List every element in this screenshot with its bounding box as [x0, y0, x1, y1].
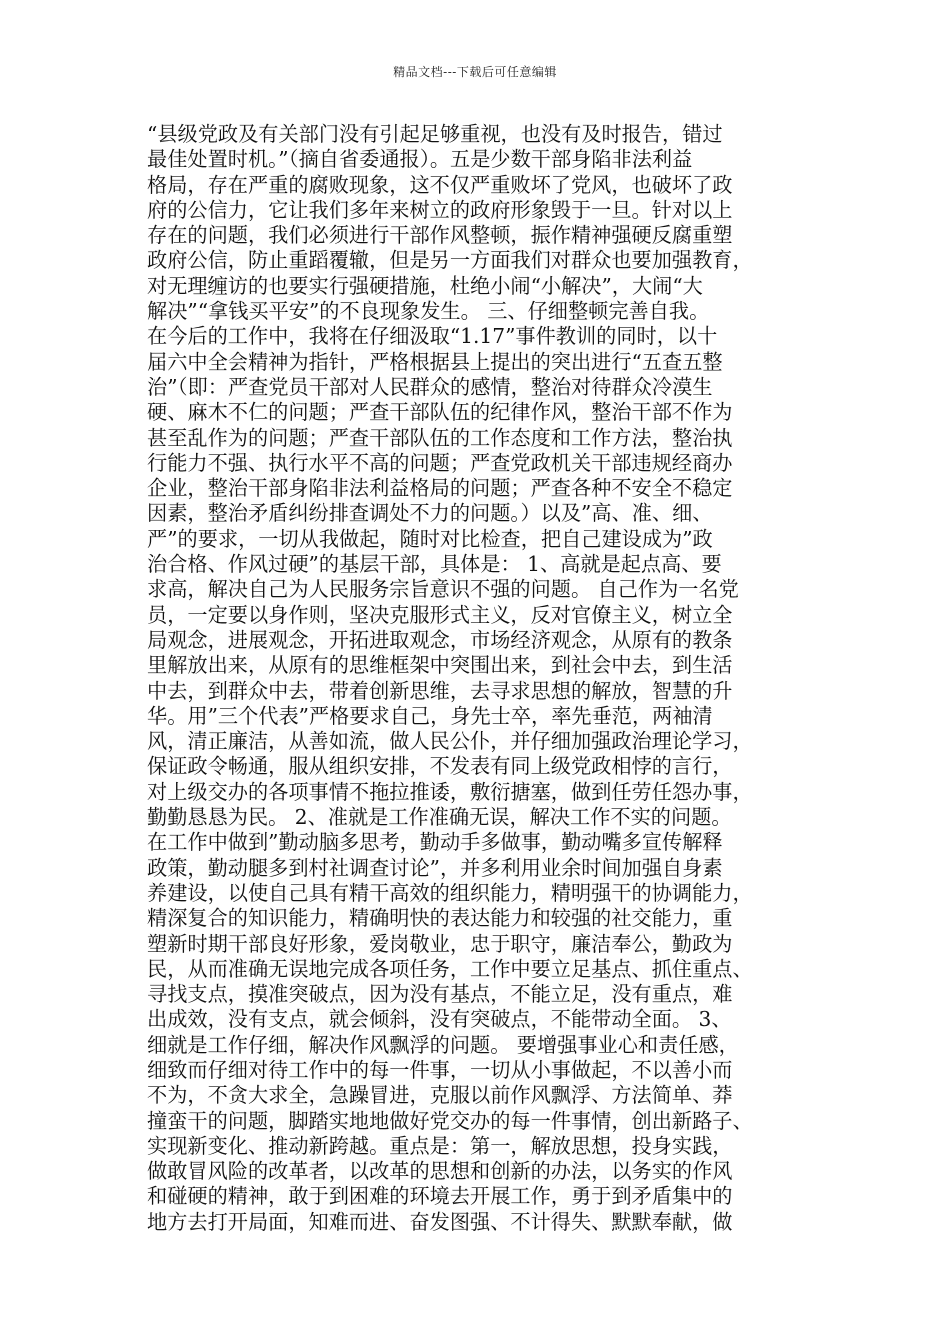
text-line: 对上级交办的各项事情不拖拉推诿，敷衍搪塞，做到任劳任怨办事， — [147, 779, 753, 804]
text-line: 风，清正廉洁，从善如流，做人民公仆，并仔细加强政治理论学习， — [147, 729, 753, 754]
text-line: 华。用”三个代表”严格要求自己，身先士卒，率先垂范，两袖清 — [147, 703, 713, 728]
text-line: 细就是工作仔细，解决作风飘浮的问题。 要增强事业心和责任感， — [147, 1032, 739, 1057]
page-header: 精品文档---下载后可任意编辑 — [393, 65, 557, 79]
text-line: 和碰硬的精神，敢于到困难的环境去开展工作，勇于到矛盾集中的 — [147, 1184, 733, 1209]
text-line: 实现新变化、推动新跨越。重点是：第一，解放思想，投身实践， — [147, 1133, 733, 1158]
text-line: 中去，到群众中去，带着创新思维，去寻求思想的解放，智慧的升 — [147, 678, 733, 703]
text-line: 行能力不强、执行水平不高的问题；严查党政机关干部违规经商办 — [147, 450, 733, 475]
text-line: 塑新时期干部良好形象，爱岗敬业，忠于职守，廉洁奉公，勤政为 — [147, 931, 733, 956]
text-line: 治”（即：严查党员干部对人民群众的感情，整治对待群众冷漠生 — [147, 374, 713, 399]
text-line: 局观念，进展观念，开拓进取观念，市场经济观念，从原有的教条 — [147, 627, 733, 652]
text-line: 做敢冒风险的改革者，以改革的思想和创新的办法，以务实的作风 — [147, 1159, 733, 1184]
text-line: 硬、麻木不仁的问题；严查干部队伍的纪律作风，整治干部不作为 — [147, 400, 733, 425]
text-line: 在工作中做到”勤动脑多思考，勤动手多做事，勤动嘴多宣传解释 — [147, 830, 723, 855]
text-line: 求高，解决自己为人民服务宗旨意识不强的问题。 自己作为一名党 — [147, 577, 739, 602]
text-line: 政府公信，防止重蹈覆辙，但是另一方面我们对群众也要加强教育， — [147, 248, 753, 273]
text-line: 民，从而准确无误地完成各项任务，工作中要立足基点、抓住重点、 — [147, 956, 753, 981]
text-line: 存在的问题，我们必须进行干部作风整顿，振作精神强硬反腐重塑 — [147, 223, 733, 248]
text-line: 因素，整治矛盾纠纷排查调处不力的问题。）以及”高、准、细、 — [147, 501, 713, 526]
text-line: 届六中全会精神为指针，严格根据县上提出的突出进行“五查五整 — [147, 349, 723, 374]
text-line: 严”的要求，一切从我做起，随时对比检查，把自己建设成为”政 — [147, 526, 713, 551]
text-line: 解决”“拿钱买平安”的不良现象发生。 三、仔细整顿完善自我。 — [147, 299, 710, 324]
text-line: “县级党政及有关部门没有引起足够重视，也没有及时报告，错过 — [147, 122, 723, 146]
text-line: 寻找支点，摸准突破点，因为没有基点，不能立足，没有重点，难 — [147, 982, 733, 1007]
text-line: 出成效，没有支点，就会倾斜，没有突破点，不能带动全面。 3、 — [147, 1007, 732, 1032]
text-line: 细致而仔细对待工作中的每一件事，一切从小事做起，不以善小而 — [147, 1057, 733, 1082]
text-line: 对无理缠访的也要实行强硬措施，杜绝小闹“小解决”，大闹“大 — [147, 273, 703, 298]
text-line: 格局，存在严重的腐败现象，这不仅严重败坏了党风，也破坏了政 — [147, 172, 733, 197]
text-line: 里解放出来，从原有的思维框架中突围出来，到社会中去，到生活 — [147, 653, 733, 678]
text-line: 员，一定要以身作则，坚决克服形式主义，反对官僚主义，树立全 — [147, 602, 733, 627]
text-line: 勤勤恳恳为民。 2、准就是工作准确无误，解决工作不实的问题。 — [147, 805, 732, 830]
text-line: 政策，勤动腿多到村社调查讨论”，并多利用业余时间加强自身素 — [147, 855, 723, 880]
text-line: 企业，整治干部身陷非法利益格局的问题；严查各种不安全不稳定 — [147, 476, 733, 501]
text-line: 甚至乱作为的问题；严查干部队伍的工作态度和工作方法，整治执 — [147, 425, 733, 450]
text-line: 保证政令畅通，服从组织安排，不发表有同上级党政相悖的言行， — [147, 754, 733, 779]
body-text — [147, 122, 827, 1235]
text-line: 撞蛮干的问题，脚踏实地地做好党交办的每一件事情，创出新路子、 — [147, 1108, 753, 1133]
text-line: 府的公信力，它让我们多年来树立的政府形象毁于一旦。针对以上 — [147, 197, 733, 222]
text-line: 地方去打开局面，知难而进、奋发图强、不计得失、默默奉献，做 — [147, 1209, 733, 1234]
text-line: 精深复合的知识能力，精确明快的表达能力和较强的社交能力，重 — [147, 906, 733, 931]
text-line: 治合格、作风过硬”的基层干部，具体是： 1、高就是起点高、要 — [147, 552, 722, 577]
text-line: 养建设，以使自己具有精干高效的组织能力，精明强干的协调能力， — [147, 880, 753, 905]
text-line: 在今后的工作中，我将在仔细汲取“1.17”事件教训的同时，以十 — [147, 324, 718, 349]
text-line: 最佳处置时机。”（摘自省委通报）。五是少数干部身陷非法利益 — [147, 147, 693, 172]
text-line: 不为，不贪大求全，急躁冒进，克服以前作风飘浮、方法简单、莽 — [147, 1083, 733, 1108]
